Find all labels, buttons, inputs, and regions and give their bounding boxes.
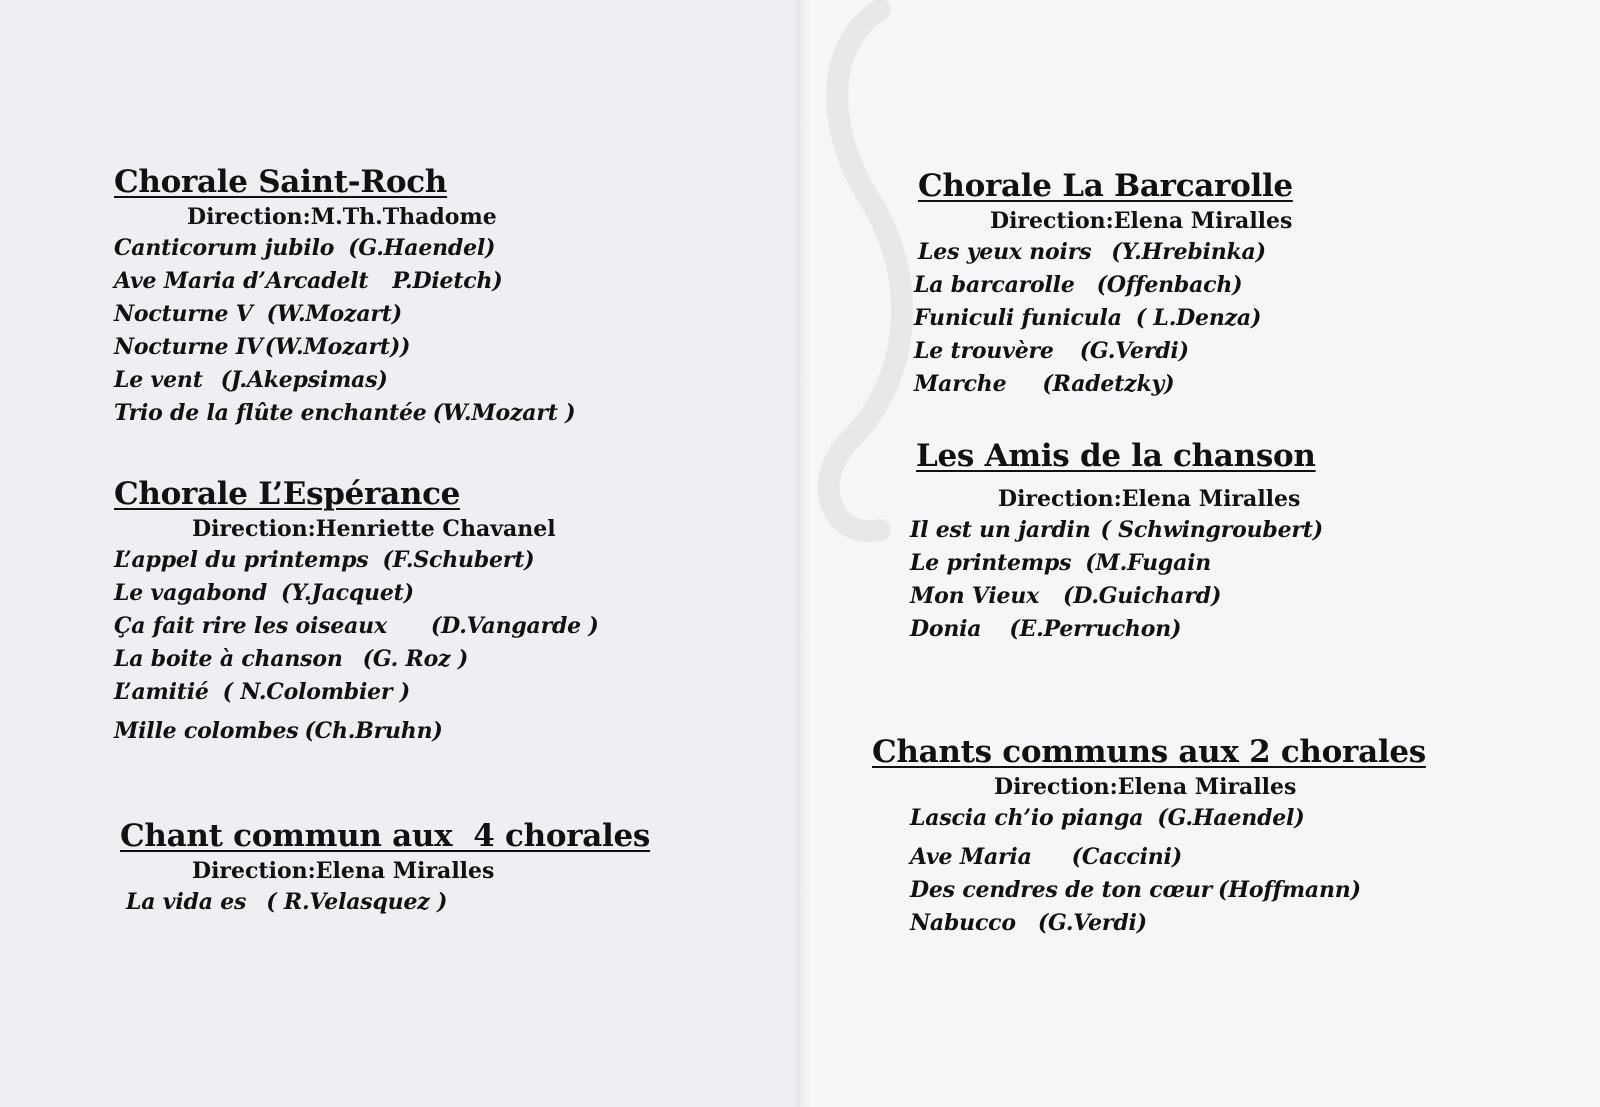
song-composer: (Y.Jacquet) xyxy=(281,580,414,606)
song-item xyxy=(114,331,575,364)
section-amis-chanson xyxy=(910,438,1323,646)
song-item xyxy=(910,907,1426,940)
song-title: Des cendres de ton cœur xyxy=(910,877,1213,903)
section-saint-roch xyxy=(114,164,575,430)
song-title: Le trouvère xyxy=(914,338,1054,364)
song-title: L’amitié xyxy=(114,679,209,705)
direction-line: Direction:Elena Miralles xyxy=(998,486,1301,512)
song-composer: (M.Fugain xyxy=(1085,550,1212,576)
section-title: Chorale Saint-Roch xyxy=(114,164,448,200)
song-composer: (G.Haendel) xyxy=(348,235,496,261)
song-title: Mille colombes xyxy=(114,718,299,744)
direction-line: Direction:M.Th.Thadome xyxy=(187,204,497,230)
song-item xyxy=(114,544,599,577)
song-composer: (G. Roz ) xyxy=(362,646,469,672)
song-composer: ( R.Velasquez ) xyxy=(266,889,448,915)
section-barcarolle xyxy=(914,168,1293,401)
song-item xyxy=(114,643,599,676)
song-composer: (Offenbach) xyxy=(1096,272,1243,298)
song-title: Mon Vieux xyxy=(910,583,1040,609)
song-item xyxy=(126,886,650,919)
song-item xyxy=(918,236,1293,269)
song-title: Les yeux noirs xyxy=(918,239,1092,265)
song-composer: (D.Guichard) xyxy=(1063,583,1222,609)
song-composer: (E.Perruchon) xyxy=(1009,616,1182,642)
song-item xyxy=(114,676,599,709)
song-composer: ( N.Colombier ) xyxy=(222,679,410,705)
song-composer: P.Dietch) xyxy=(392,268,503,294)
song-title: La vida es xyxy=(126,889,247,915)
song-composer: (Caccini) xyxy=(1071,844,1182,870)
song-title: Il est un jardin xyxy=(910,517,1091,543)
song-composer: ( Schwingroubert) xyxy=(1100,517,1323,543)
song-title: Le printemps xyxy=(910,550,1072,576)
direction-line: Direction:Henriette Chavanel xyxy=(192,516,556,542)
section-title: Chorale L’Espérance xyxy=(114,476,461,512)
song-item xyxy=(910,841,1426,874)
section-commun-4 xyxy=(120,818,650,919)
song-title: Nocturne IV xyxy=(114,334,263,360)
song-composer: (W.Mozart)) xyxy=(264,334,411,360)
song-title: La boite à chanson xyxy=(114,646,343,672)
song-composer: (W.Mozart) xyxy=(266,301,402,327)
song-title: Le vent xyxy=(114,367,203,393)
direction-line: Direction:Elena Miralles xyxy=(994,774,1297,800)
song-list xyxy=(910,802,1426,940)
section-title: Chant commun aux 4 chorales xyxy=(120,818,651,854)
song-item xyxy=(114,610,599,643)
song-item xyxy=(914,269,1293,302)
song-title: L’appel du printemps xyxy=(114,547,369,573)
section-title: Les Amis de la chanson xyxy=(916,438,1316,474)
song-composer: (G.Verdi) xyxy=(1079,338,1189,364)
song-item xyxy=(914,302,1293,335)
song-title: Ça fait rire les oiseaux xyxy=(114,613,387,639)
song-item xyxy=(114,298,575,331)
song-list xyxy=(120,886,650,919)
song-title: Funiculi funicula xyxy=(914,305,1122,331)
song-title: Donia xyxy=(910,616,982,642)
song-title: Trio de la flûte enchantée xyxy=(114,400,427,426)
song-composer: (D.Vangarde ) xyxy=(430,613,599,639)
song-composer: ( L.Denza) xyxy=(1135,305,1262,331)
song-title: Canticorum jubilo xyxy=(114,235,335,261)
song-item xyxy=(114,715,599,748)
song-composer: (G.Haendel) xyxy=(1157,805,1305,831)
song-item xyxy=(910,613,1323,646)
song-composer: (Radetzky) xyxy=(1042,371,1175,397)
song-item xyxy=(914,368,1293,401)
song-title: Lascia ch’io pianga xyxy=(910,805,1144,831)
section-title: Chorale La Barcarolle xyxy=(918,168,1293,204)
page-fold xyxy=(790,0,810,1107)
song-item xyxy=(114,397,575,430)
song-item xyxy=(914,335,1293,368)
song-title: Nocturne V xyxy=(114,301,253,327)
song-composer: (Y.Hrebinka) xyxy=(1111,239,1266,265)
section-commun-2 xyxy=(872,734,1426,940)
song-item xyxy=(910,874,1426,907)
song-title: Nabucco xyxy=(910,910,1016,936)
song-composer: (G.Verdi) xyxy=(1037,910,1147,936)
song-item xyxy=(114,265,575,298)
song-item xyxy=(910,802,1426,835)
song-item xyxy=(910,580,1323,613)
song-title: Marche xyxy=(914,371,1007,397)
song-composer: (F.Schubert) xyxy=(382,547,535,573)
song-title: Ave Maria xyxy=(910,844,1032,870)
song-list xyxy=(910,514,1323,646)
treble-clef-watermark xyxy=(810,0,930,560)
song-list xyxy=(114,232,575,430)
song-item xyxy=(114,364,575,397)
song-item xyxy=(910,547,1323,580)
song-composer: (W.Mozart ) xyxy=(432,400,576,426)
song-title: Ave Maria d’Arcadelt xyxy=(114,268,369,294)
section-esperance xyxy=(114,476,599,748)
song-item xyxy=(910,514,1323,547)
song-item xyxy=(114,232,575,265)
direction-line: Direction:Elena Miralles xyxy=(192,858,495,884)
song-composer: (Hoffmann) xyxy=(1218,877,1361,903)
song-title: La barcarolle xyxy=(914,272,1075,298)
section-title: Chants communs aux 2 chorales xyxy=(872,734,1426,770)
song-list xyxy=(914,236,1293,401)
direction-line: Direction:Elena Miralles xyxy=(990,208,1293,234)
song-composer: (Ch.Bruhn) xyxy=(304,718,443,744)
song-title: Le vagabond xyxy=(114,580,268,606)
song-composer: (J.Akepsimas) xyxy=(220,367,388,393)
song-item xyxy=(114,577,599,610)
song-list xyxy=(114,544,599,748)
